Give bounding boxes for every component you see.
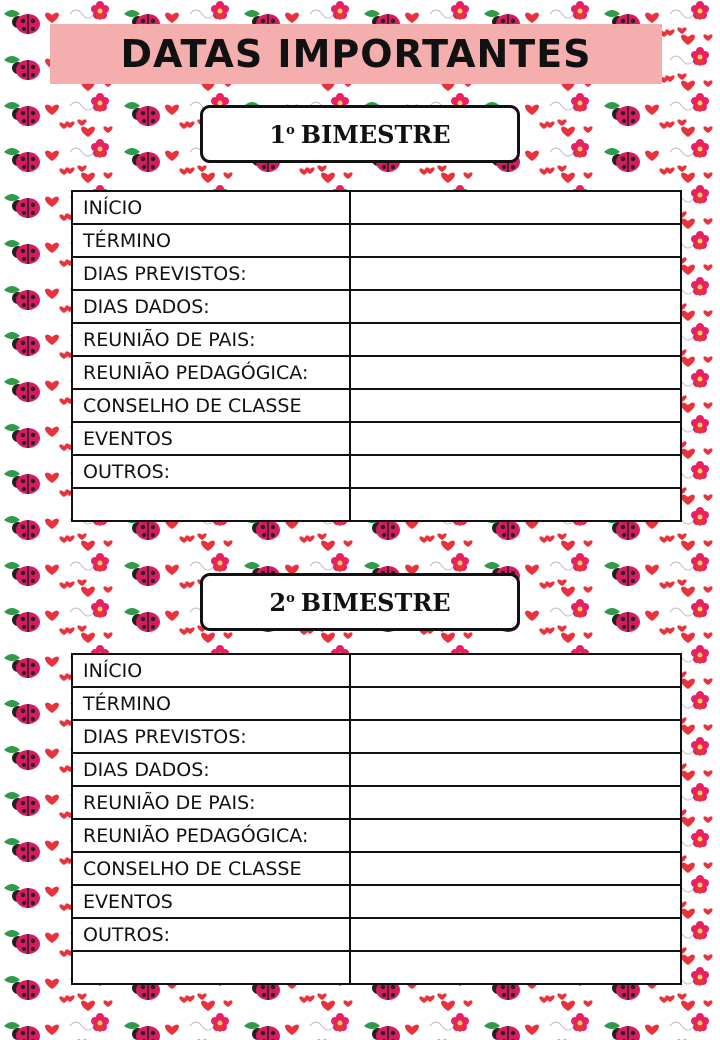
- row-value-field[interactable]: [350, 786, 681, 819]
- row-value-field[interactable]: [350, 290, 681, 323]
- section-1-number: 1: [269, 119, 287, 149]
- table-row: [72, 687, 681, 720]
- row-value-field[interactable]: [350, 191, 681, 224]
- page-title: DATAS IMPORTANTES: [120, 32, 592, 76]
- row-label: TÉRMINO: [72, 687, 350, 720]
- row-label: [72, 488, 350, 521]
- table-row: [72, 323, 681, 356]
- row-value-field[interactable]: [350, 389, 681, 422]
- row-value-field[interactable]: [350, 720, 681, 753]
- row-value-field[interactable]: [350, 753, 681, 786]
- row-label: REUNIÃO PEDAGÓGICA:: [72, 819, 350, 852]
- table-row: [72, 720, 681, 753]
- table-row: [72, 951, 681, 984]
- row-label: REUNIÃO DE PAIS:: [72, 786, 350, 819]
- row-label: EVENTOS: [72, 422, 350, 455]
- row-value-field[interactable]: [350, 356, 681, 389]
- table-row: [72, 356, 681, 389]
- section-2-heading: [200, 573, 520, 631]
- section-1-heading: [200, 105, 520, 163]
- row-value-field[interactable]: [350, 257, 681, 290]
- table-row: [72, 786, 681, 819]
- section-2-number: 2: [269, 587, 287, 617]
- table-row: [72, 918, 681, 951]
- row-value-field[interactable]: [350, 422, 681, 455]
- row-value-field[interactable]: [350, 488, 681, 521]
- row-label: TÉRMINO: [72, 224, 350, 257]
- row-value-field[interactable]: [350, 819, 681, 852]
- row-label: [72, 951, 350, 984]
- row-label: REUNIÃO PEDAGÓGICA:: [72, 356, 350, 389]
- row-label: OUTROS:: [72, 455, 350, 488]
- section-1-dates-table: [71, 190, 682, 522]
- row-label: CONSELHO DE CLASSE: [72, 852, 350, 885]
- row-label: INÍCIO: [72, 191, 350, 224]
- table-row: [72, 753, 681, 786]
- row-value-field[interactable]: [350, 654, 681, 687]
- section-2-word: BIMESTRE: [300, 587, 451, 617]
- row-value-field[interactable]: [350, 852, 681, 885]
- row-value-field[interactable]: [350, 918, 681, 951]
- row-label: DIAS DADOS:: [72, 753, 350, 786]
- row-value-field[interactable]: [350, 951, 681, 984]
- row-value-field[interactable]: [350, 687, 681, 720]
- row-value-field[interactable]: [350, 455, 681, 488]
- row-label: DIAS PREVISTOS:: [72, 257, 350, 290]
- table-row: [72, 290, 681, 323]
- row-label: CONSELHO DE CLASSE: [72, 389, 350, 422]
- table-row: [72, 654, 681, 687]
- row-value-field[interactable]: [350, 323, 681, 356]
- table-row: [72, 257, 681, 290]
- row-label: INÍCIO: [72, 654, 350, 687]
- row-label: EVENTOS: [72, 885, 350, 918]
- table-row: [72, 389, 681, 422]
- section-1-word: BIMESTRE: [300, 119, 451, 149]
- row-value-field[interactable]: [350, 885, 681, 918]
- table-row: [72, 455, 681, 488]
- section-1-ordinal: o: [286, 122, 295, 138]
- table-row: [72, 224, 681, 257]
- row-label: DIAS PREVISTOS:: [72, 720, 350, 753]
- table-row: [72, 488, 681, 521]
- row-value-field[interactable]: [350, 224, 681, 257]
- row-label: OUTROS:: [72, 918, 350, 951]
- table-row: [72, 852, 681, 885]
- section-2-dates-table: [71, 653, 682, 985]
- table-row: [72, 191, 681, 224]
- section-2-heading-text: [269, 588, 450, 617]
- table-row: [72, 422, 681, 455]
- section-1-heading-text: [269, 120, 450, 149]
- table-row: [72, 885, 681, 918]
- title-banner: [50, 24, 662, 84]
- table-row: [72, 819, 681, 852]
- row-label: REUNIÃO DE PAIS:: [72, 323, 350, 356]
- section-2-ordinal: o: [286, 590, 295, 606]
- row-label: DIAS DADOS:: [72, 290, 350, 323]
